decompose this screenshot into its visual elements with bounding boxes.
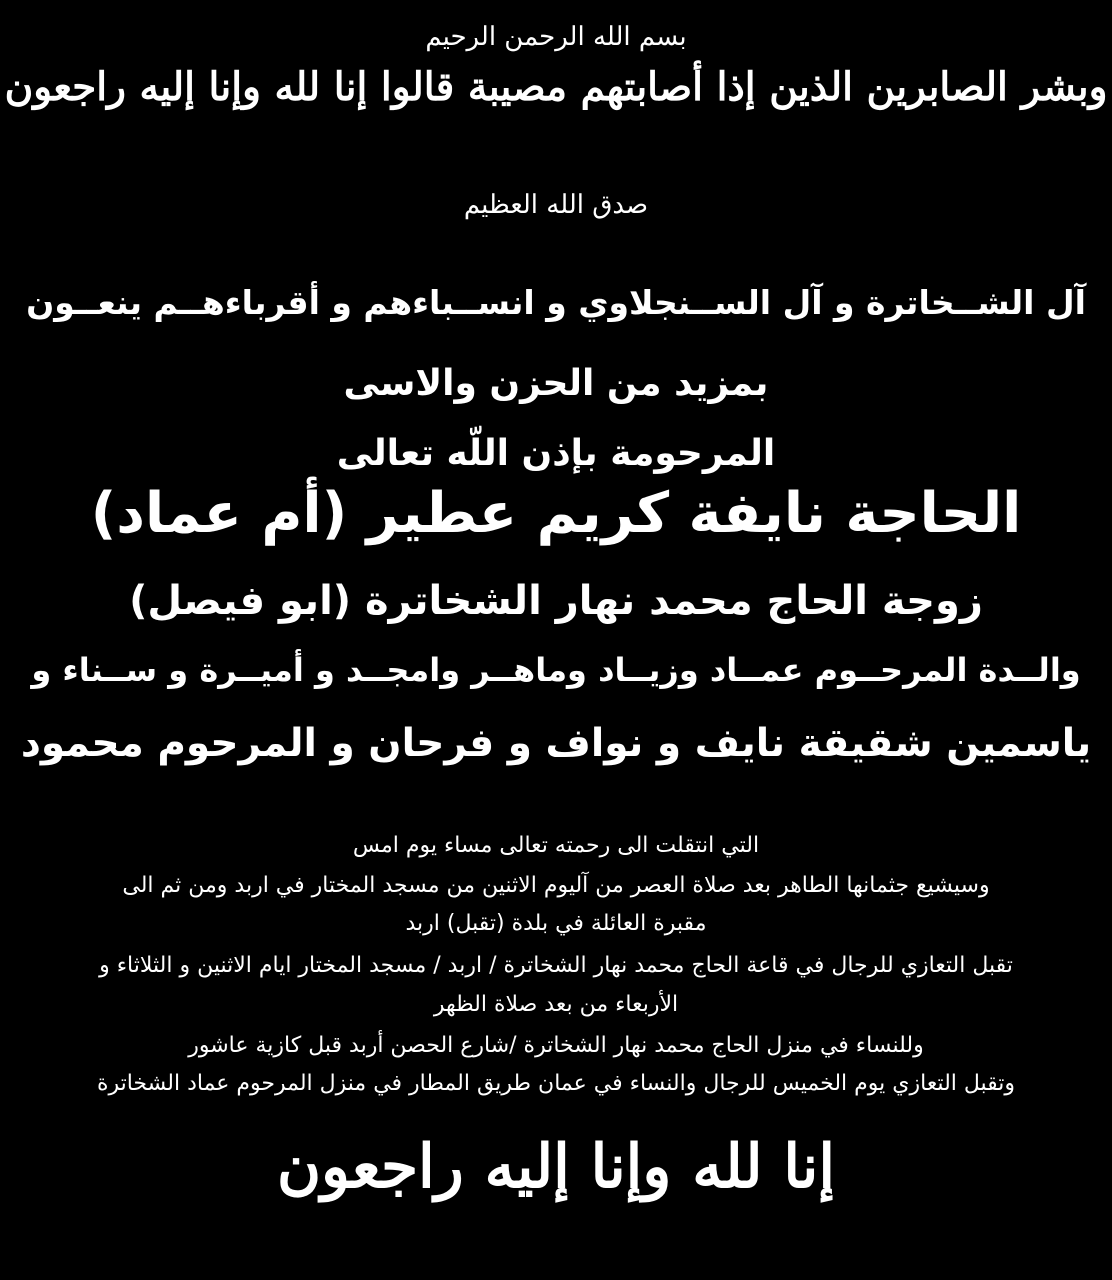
deceased-intro-line: المرحومة بإذن اللّه تعالى <box>336 433 776 474</box>
condolences-amman-line: وتقبل التعازي يوم الخميس للرجال والنساء في عمان طريق المطار في منزل المرحوم عماد الشخاترة <box>96 1071 1016 1096</box>
sorrow-line: بمزيد من الحزن والاسى <box>343 363 769 404</box>
sadaq-calligraphy: صدق الله العظيم <box>463 190 649 220</box>
families-mourn-line: آل الشــخاترة و آل الســنجلاوي و انســباءهم و أقرباءهــم ينعــون <box>26 283 1086 322</box>
deceased-name: الحاجة نايفة كريم عطير (أم عماد) <box>90 481 1022 546</box>
condolences-men-line: تقبل التعازي للرجال في قاعة الحاج محمد نهار الشخاترة / اربد / مسجد المختار ايام الاثنين و الثلاثاء و <box>99 953 1013 978</box>
passed-away-line: التي انتقلت الى رحمته تعالى مساء يوم امس <box>352 833 760 858</box>
basmala-calligraphy: بسم الله الرحمن الرحيم <box>425 22 687 52</box>
condolences-time-line: الأربعاء من بعد صلاة الظهر <box>433 992 679 1017</box>
cemetery-line: مقبرة العائلة في بلدة (تقبل) اربد <box>405 911 707 936</box>
sister-of-line: ياسمين شقيقة نايف و نواف و فرحان و المرحوم محمود <box>20 721 1092 766</box>
mother-of-line: والــدة المرحــوم عمــاد وزيــاد وماهــر وامجــد و أميــرة و ســناء و <box>31 651 1081 689</box>
condolences-women-line: وللنساء في منزل الحاج محمد نهار الشخاترة /شارع الحصن أربد قبل كازية عاشور <box>188 1033 924 1058</box>
wife-of-line: زوجة الحاج محمد نهار الشخاترة (ابو فيصل) <box>129 578 983 624</box>
quran-verse-calligraphy: وبشر الصابرين الذين إذا أصابتهم مصيبة قالوا إنا لله وإنا إليه راجعون <box>4 64 1108 110</box>
funeral-line: وسيشيع جثمانها الطاهر بعد صلاة العصر من آليوم الاثنين من مسجد المختار في اربد ومن ثم الى <box>122 873 990 898</box>
closing-calligraphy: إنا لله وإنا إليه راجعون <box>276 1132 836 1202</box>
